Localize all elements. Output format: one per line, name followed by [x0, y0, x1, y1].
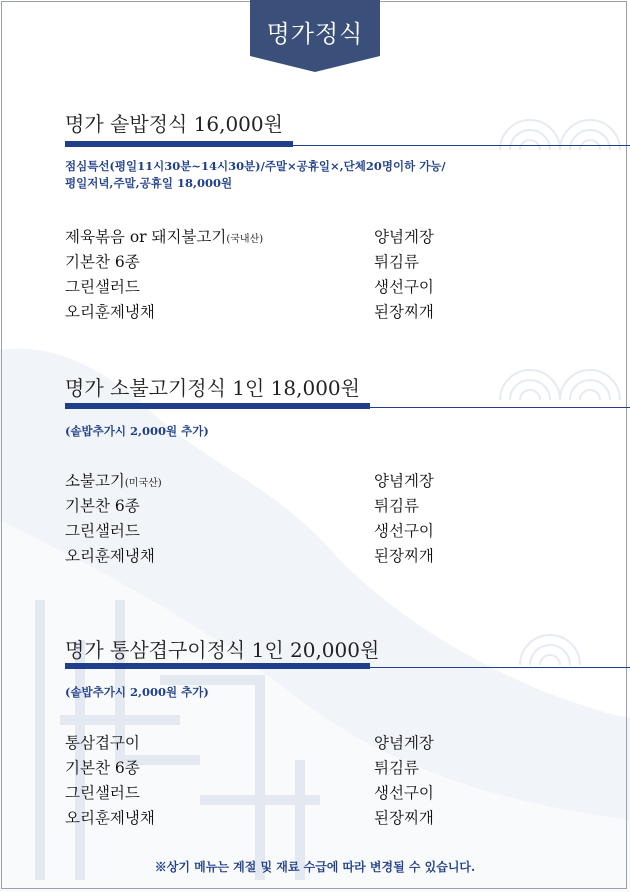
section-note: (솥밥추가시 2,000원 추가): [65, 685, 209, 699]
section-title: 명가 통삼겹구이정식 1인 20,000원: [65, 638, 380, 662]
section-divider: [370, 667, 630, 668]
menu-item-right: 양념게장: [374, 472, 434, 490]
menu-item-right: 튀김류: [374, 497, 419, 515]
menu-item-left: 그린샐러드: [65, 522, 140, 540]
section-divider: [370, 407, 630, 408]
menu-item-left: 소불고기(미국산): [65, 472, 162, 490]
section-title-bar: [65, 403, 370, 409]
menu-item-left: 그린샐러드: [65, 278, 140, 296]
origin-label: (국내산): [226, 234, 264, 245]
section-divider: [293, 145, 630, 146]
footer-disclaimer: ※상기 메뉴는 계절 및 재료 수급에 따라 변경될 수 있습니다.: [154, 860, 476, 874]
menu-item-right: 생선구이: [374, 278, 434, 296]
menu-item-left: 기본찬 6종: [65, 253, 140, 271]
section-title: 명가 소불고기정식 1인 18,000원: [65, 376, 360, 400]
menu-item-left: 기본찬 6종: [65, 759, 140, 777]
menu-item-right: 튀김류: [374, 759, 419, 777]
menu-item-left: 기본찬 6종: [65, 497, 140, 515]
menu-item-right: 양념게장: [374, 734, 434, 752]
menu-item-left: 그린샐러드: [65, 784, 140, 802]
menu-item-right: 생선구이: [374, 784, 434, 802]
menu-item-right: 된장찌개: [374, 547, 434, 565]
menu-item-left: 오리훈제냉채: [65, 547, 155, 565]
menu-item-right: 튀김류: [374, 253, 419, 271]
section-note-line2: 평일저녁,주말,공휴일 18,000원: [65, 176, 233, 190]
section-note-line1: 점심특선(평일11시30분~14시30분)/주말×공휴일×,단체20명이하 가능/: [65, 159, 446, 173]
menu-item-right: 생선구이: [374, 522, 434, 540]
section-note: (솥밥추가시 2,000원 추가): [65, 424, 209, 438]
section-title: 명가 솥밥정식 16,000원: [65, 112, 283, 136]
section-title-bar: [65, 141, 293, 147]
menu-item-left: 제육볶음 or 돼지불고기(국내산): [65, 228, 264, 246]
menu-item-right: 양념게장: [374, 228, 434, 246]
page-title: 명가정식: [266, 20, 364, 48]
menu-item-left: 오리훈제냉채: [65, 809, 155, 827]
menu-item-right: 된장찌개: [374, 303, 434, 321]
origin-label: (미국산): [124, 478, 162, 489]
menu-item-left: 오리훈제냉채: [65, 303, 155, 321]
section-title-bar: [65, 663, 370, 669]
menu-item-right: 된장찌개: [374, 809, 434, 827]
menu-item-left: 통삼겹구이: [65, 734, 140, 752]
title-tab: [250, 0, 380, 72]
